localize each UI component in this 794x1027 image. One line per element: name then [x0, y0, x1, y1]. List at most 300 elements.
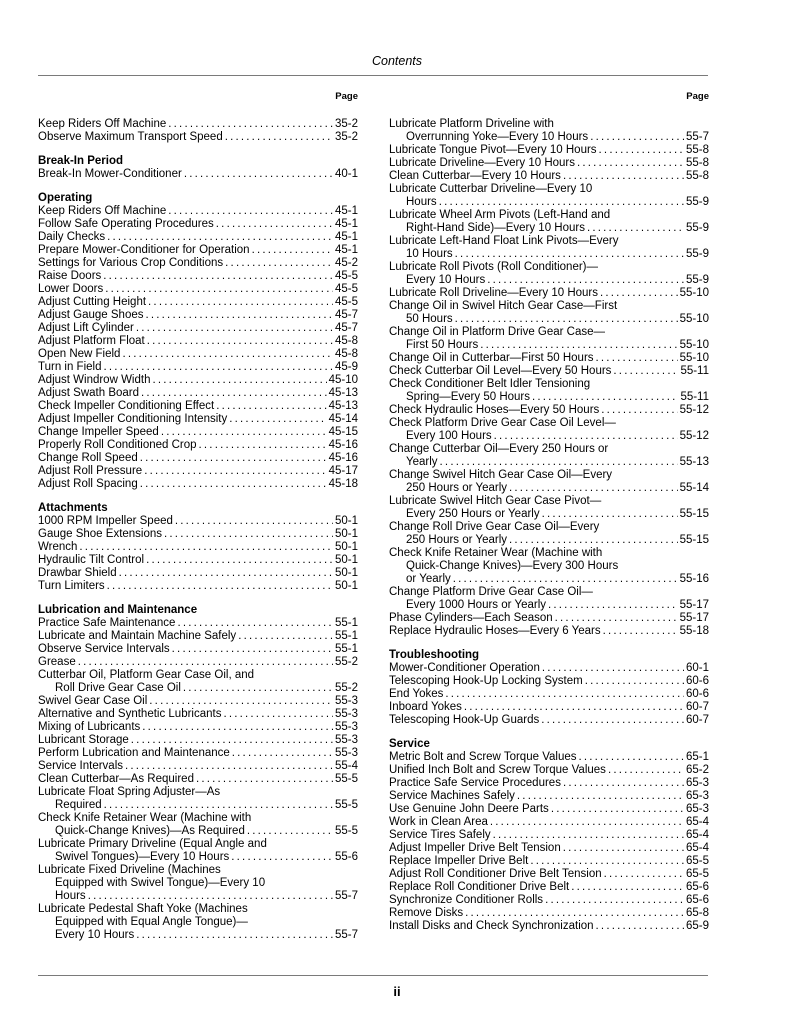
toc-entry[interactable]: [389, 586, 709, 612]
dot-leader: [464, 701, 684, 714]
dot-leader: [144, 465, 326, 478]
toc-entry[interactable]: [38, 387, 358, 400]
toc-entry[interactable]: [389, 352, 709, 365]
dot-leader: [131, 734, 333, 747]
dot-leader: [146, 309, 333, 322]
entry-page-number: 50-1: [334, 580, 358, 592]
toc-section: [38, 118, 358, 144]
entry-title: Spring—Every 50 Hours: [406, 391, 530, 403]
dot-leader: [107, 580, 333, 593]
toc-entry[interactable]: [38, 205, 358, 218]
entry-title: Practice Safe Maintenance: [38, 617, 176, 629]
toc-entry[interactable]: [389, 287, 709, 300]
toc-entry[interactable]: [389, 829, 709, 842]
entry-title: Grease: [38, 656, 76, 668]
entry-title: Alternative and Synthetic Lubricants: [38, 708, 222, 720]
dot-leader: [105, 283, 333, 296]
entry-page-number: 55-18: [679, 625, 709, 637]
entry-title: Change Oil in Cutterbar—First 50 Hours: [389, 352, 594, 364]
toc-entry[interactable]: [389, 417, 709, 443]
entry-page-number: 65-4: [685, 829, 709, 841]
entry-title: Lubricate Tongue Pivot—Every 10 Hours: [389, 144, 597, 156]
dot-leader: [480, 339, 677, 352]
entry-title: Lubricate Platform Driveline with: [389, 118, 554, 130]
entry-title: 250 Hours or Yearly: [406, 534, 508, 546]
dot-leader: [490, 816, 684, 829]
entry-title: Adjust Lift Cylinder: [38, 322, 134, 334]
entry-page-number: 60-6: [685, 688, 709, 700]
entry-page-number: 55-1: [334, 617, 358, 629]
entry-title: Check Knife Retainer Wear (Machine with: [38, 812, 252, 824]
entry-title: Cutterbar Oil, Platform Gear Case Oil, and: [38, 669, 255, 681]
footer-divider: [38, 975, 708, 976]
entry-title: Lubricate Driveline—Every 10 Hours: [389, 157, 575, 169]
dot-leader: [571, 881, 684, 894]
entry-page-number: 45-1: [334, 244, 358, 256]
toc-entry[interactable]: [389, 881, 709, 894]
toc-section: [389, 118, 709, 638]
entry-title: Metric Bolt and Screw Torque Values: [389, 751, 577, 763]
entry-page-number: 45-2: [334, 257, 358, 269]
toc-entry[interactable]: [38, 643, 358, 656]
entry-title: Change Impeller Speed: [38, 426, 159, 438]
dot-leader: [172, 643, 333, 656]
entry-title: Practice Safe Service Procedures: [389, 777, 561, 789]
entry-page-number: 55-9: [685, 274, 709, 286]
entry-page-number: 40-1: [334, 168, 358, 180]
toc-entry[interactable]: [38, 361, 358, 374]
dot-leader: [577, 157, 684, 170]
toc-section: [38, 502, 358, 593]
section-title: Lubrication and Maintenance: [38, 604, 198, 616]
toc-entry[interactable]: [389, 261, 709, 287]
entry-title: Mixing of Lubricants: [38, 721, 141, 733]
entry-page-number: 45-15: [328, 426, 358, 438]
entry-title: Prepare Mower-Conditioner for Operation: [38, 244, 250, 256]
toc-entry[interactable]: [38, 747, 358, 760]
entry-title: Adjust Roll Pressure: [38, 465, 143, 477]
dot-leader: [542, 662, 684, 675]
entry-title: Hours: [406, 196, 437, 208]
toc-entry[interactable]: [389, 209, 709, 235]
toc-entry[interactable]: [389, 688, 709, 701]
toc-entry[interactable]: [38, 541, 358, 554]
entry-page-number: 45-8: [334, 348, 358, 360]
dot-leader: [142, 721, 333, 734]
entry-page-number: 55-3: [334, 734, 358, 746]
entry-page-number: 45-18: [328, 478, 358, 490]
toc-right-column: [389, 91, 709, 944]
toc-entry[interactable]: [389, 157, 709, 170]
entry-title: Every 100 Hours: [406, 430, 492, 442]
entry-title: Lubricate Float Spring Adjuster—As: [38, 786, 221, 798]
page-column-label: Page: [686, 91, 709, 102]
entry-title: 10 Hours: [406, 248, 453, 260]
toc-section: [38, 155, 358, 181]
entry-title: Hydraulic Tilt Control: [38, 554, 145, 566]
dot-leader: [541, 714, 684, 727]
toc-entry[interactable]: [389, 777, 709, 790]
toc-entry[interactable]: [38, 218, 358, 231]
dot-leader: [223, 708, 333, 721]
entry-page-number: 60-7: [685, 714, 709, 726]
page-number: ii: [393, 984, 401, 999]
toc-entry[interactable]: [389, 790, 709, 803]
entry-title: Quick-Change Knives)—Every 300 Hours: [406, 560, 619, 572]
toc-entry[interactable]: [38, 439, 358, 452]
entry-page-number: 55-8: [685, 170, 709, 182]
dot-leader: [604, 868, 684, 881]
entry-page-number: 60-6: [685, 675, 709, 687]
dot-leader: [164, 528, 333, 541]
toc-entry[interactable]: [38, 400, 358, 413]
toc-entry[interactable]: [38, 244, 358, 257]
toc-entry[interactable]: [389, 404, 709, 417]
entry-title: Unified Inch Bolt and Screw Torque Values: [389, 764, 606, 776]
dot-leader: [509, 534, 678, 547]
dot-leader: [494, 430, 678, 443]
toc-entry[interactable]: [38, 478, 358, 491]
entry-page-number: 65-9: [685, 920, 709, 932]
entry-page-number: 65-1: [685, 751, 709, 763]
toc-entry[interactable]: [389, 701, 709, 714]
entry-title: Service Tires Safely: [389, 829, 491, 841]
toc-entry[interactable]: [38, 257, 358, 270]
toc-entry[interactable]: [389, 183, 709, 209]
dot-leader: [183, 682, 333, 695]
entry-title: Roll Drive Gear Case Oil: [55, 682, 181, 694]
entry-page-number: 55-1: [334, 630, 358, 642]
entry-title: Settings for Various Crop Conditions: [38, 257, 224, 269]
entry-page-number: 45-7: [334, 309, 358, 321]
toc-entry[interactable]: [38, 786, 358, 812]
entry-page-number: 65-4: [685, 816, 709, 828]
entry-title: Quick-Change Knives)—As Required: [55, 825, 245, 837]
entry-title: Change Oil in Platform Drive Gear Case—: [389, 326, 606, 338]
dot-leader: [542, 508, 678, 521]
dot-leader: [161, 426, 327, 439]
toc-entry[interactable]: [38, 270, 358, 283]
entry-title: Lower Doors: [38, 283, 104, 295]
toc-entry[interactable]: [38, 296, 358, 309]
entry-title: Install Disks and Check Synchronization: [389, 920, 594, 932]
entry-title: Telescoping Hook-Up Locking System: [389, 675, 583, 687]
entry-page-number: 55-3: [334, 695, 358, 707]
toc-entry[interactable]: [38, 374, 358, 387]
entry-title: Lubricate Pedestal Shaft Yoke (Machines: [38, 903, 248, 915]
entry-page-number: 45-1: [334, 205, 358, 217]
toc-entry[interactable]: [38, 131, 358, 144]
toc-entry[interactable]: [38, 452, 358, 465]
entry-page-number: 55-9: [685, 222, 709, 234]
entry-title: Keep Riders Off Machine: [38, 118, 167, 130]
dot-leader: [177, 617, 333, 630]
entry-title: Adjust Platform Float: [38, 335, 145, 347]
toc-entry[interactable]: [389, 764, 709, 777]
entry-title: Required: [55, 799, 102, 811]
dot-leader: [232, 747, 333, 760]
dot-leader: [104, 361, 333, 374]
dot-leader: [493, 829, 684, 842]
entry-page-number: 55-12: [679, 430, 709, 442]
toc-entry[interactable]: [38, 168, 358, 181]
entry-title: Replace Hydraulic Hoses—Every 6 Years: [389, 625, 601, 637]
toc-entry[interactable]: [38, 348, 358, 361]
dot-leader: [563, 777, 684, 790]
entry-title: Properly Roll Conditioned Crop: [38, 439, 197, 451]
entry-page-number: 55-17: [679, 599, 709, 611]
toc-entry[interactable]: [389, 714, 709, 727]
toc-entry[interactable]: [38, 567, 358, 580]
entry-title: Yearly: [406, 456, 438, 468]
dot-leader: [455, 248, 684, 261]
entry-title: Equipped with Swivel Tongue)—Every 10: [55, 877, 266, 889]
dot-leader: [225, 257, 333, 270]
entry-title: Change Platform Drive Gear Case Oil—: [389, 586, 593, 598]
toc-entry[interactable]: [389, 365, 709, 378]
section-title: Operating: [38, 192, 93, 204]
entry-page-number: 50-1: [334, 541, 358, 553]
entry-title: Lubricate Wheel Arm Pivots (Left-Hand and: [389, 209, 611, 221]
dot-leader: [184, 168, 333, 181]
dot-leader: [168, 205, 333, 218]
entry-title: Change Swivel Hitch Gear Case Oil—Every: [389, 469, 613, 481]
toc-entry[interactable]: [389, 326, 709, 352]
toc-entry[interactable]: [389, 868, 709, 881]
toc-entry[interactable]: [38, 426, 358, 439]
entry-title: Service Intervals: [38, 760, 124, 772]
entry-title: Check Conditioner Belt Idler Tensioning: [389, 378, 591, 390]
dot-leader: [590, 131, 684, 144]
dot-leader: [548, 599, 678, 612]
entry-page-number: 55-6: [334, 851, 358, 863]
entry-page-number: 55-3: [334, 708, 358, 720]
toc-entry[interactable]: [389, 842, 709, 855]
entry-page-number: 65-2: [685, 764, 709, 776]
toc-entry[interactable]: [389, 907, 709, 920]
entry-page-number: 55-8: [685, 144, 709, 156]
entry-title: Adjust Cutting Height: [38, 296, 147, 308]
entry-page-number: 55-7: [334, 929, 358, 941]
toc-entry[interactable]: [38, 864, 358, 903]
toc-entry[interactable]: [389, 521, 709, 547]
entry-page-number: 50-1: [334, 528, 358, 540]
toc-entry[interactable]: [389, 443, 709, 469]
entry-title: Wrench: [38, 541, 78, 553]
entry-page-number: 55-9: [685, 196, 709, 208]
toc-entry[interactable]: [389, 469, 709, 495]
entry-page-number: 55-3: [334, 721, 358, 733]
toc-entry[interactable]: [38, 838, 358, 864]
entry-page-number: 65-5: [685, 855, 709, 867]
entry-page-number: 60-1: [685, 662, 709, 674]
toc-entry[interactable]: [38, 465, 358, 478]
entry-page-number: 65-4: [685, 842, 709, 854]
dot-leader: [122, 348, 333, 361]
entry-page-number: 50-1: [334, 567, 358, 579]
dot-leader: [78, 656, 333, 669]
toc-entry[interactable]: [38, 580, 358, 593]
dot-leader: [465, 907, 684, 920]
dot-leader: [601, 404, 677, 417]
entry-title: Every 10 Hours: [55, 929, 135, 941]
toc-entry[interactable]: [389, 235, 709, 261]
toc-entry[interactable]: [38, 721, 358, 734]
entry-title: Turn Limiters: [38, 580, 105, 592]
dot-leader: [147, 335, 333, 348]
toc-entry[interactable]: [38, 283, 358, 296]
dot-leader: [587, 222, 684, 235]
dot-leader: [252, 244, 333, 257]
toc-entry[interactable]: [389, 625, 709, 638]
entry-title: Clean Cutterbar—Every 10 Hours: [389, 170, 561, 182]
toc-entry[interactable]: [38, 656, 358, 669]
entry-page-number: 60-7: [685, 701, 709, 713]
entry-title: Hours: [55, 890, 86, 902]
section-title: Troubleshooting: [389, 649, 480, 661]
toc-section: [38, 192, 358, 491]
toc-entry[interactable]: [389, 894, 709, 907]
entry-title: Turn in Field: [38, 361, 102, 373]
toc-entry[interactable]: [38, 413, 358, 426]
toc-entry[interactable]: [389, 118, 709, 144]
entry-title: Adjust Impeller Conditioning Intensity: [38, 413, 228, 425]
entry-page-number: 45-17: [328, 465, 358, 477]
entry-title: Every 10 Hours: [406, 274, 486, 286]
toc-entry[interactable]: [389, 816, 709, 829]
entry-title: Lubricate Primary Driveline (Equal Angle and: [38, 838, 267, 850]
toc-entry[interactable]: [38, 734, 358, 747]
toc-entry[interactable]: [389, 855, 709, 868]
toc-entry[interactable]: [38, 515, 358, 528]
dot-leader: [517, 790, 684, 803]
toc-entry[interactable]: [38, 812, 358, 838]
dot-leader: [445, 688, 684, 701]
dot-leader: [196, 773, 333, 786]
entry-title: Break-In Mower-Conditioner: [38, 168, 182, 180]
toc-entry[interactable]: [38, 309, 358, 322]
entry-page-number: 55-7: [334, 890, 358, 902]
entry-title: Change Roll Drive Gear Case Oil—Every: [389, 521, 600, 533]
toc-entry[interactable]: [38, 760, 358, 773]
entry-page-number: 55-10: [679, 339, 709, 351]
toc-entry[interactable]: [389, 675, 709, 688]
entry-title: Check Hydraulic Hoses—Every 50 Hours: [389, 404, 600, 416]
entry-page-number: 55-11: [680, 365, 709, 377]
entry-page-number: 65-5: [685, 868, 709, 880]
entry-title: Every 1000 Hours or Yearly: [406, 599, 546, 611]
entry-title: Drawbar Shield: [38, 567, 117, 579]
entry-title: Work in Clean Area: [389, 816, 488, 828]
entry-page-number: 45-5: [334, 270, 358, 282]
toc-left-column: [38, 91, 358, 953]
entry-page-number: 45-13: [328, 387, 358, 399]
dot-leader: [455, 313, 678, 326]
toc-entry[interactable]: [38, 903, 358, 942]
entry-page-number: 55-8: [685, 157, 709, 169]
toc-entry[interactable]: [38, 335, 358, 348]
entry-title: Adjust Roll Conditioner Drive Belt Tension: [389, 868, 602, 880]
entry-title: Adjust Swath Board: [38, 387, 140, 399]
dot-leader: [509, 482, 678, 495]
entry-page-number: 55-10: [679, 313, 709, 325]
entry-page-number: 55-13: [679, 456, 709, 468]
entry-title: or Yearly: [406, 573, 451, 585]
toc-entry[interactable]: [389, 495, 709, 521]
toc-entry[interactable]: [389, 547, 709, 586]
dot-leader: [439, 196, 684, 209]
entry-title: Check Impeller Conditioning Effect: [38, 400, 215, 412]
dot-leader: [125, 760, 333, 773]
dot-leader: [168, 118, 333, 131]
toc-entry[interactable]: [389, 170, 709, 183]
entry-title: Lubricate Swivel Hitch Gear Case Pivot—: [389, 495, 602, 507]
entry-page-number: 45-1: [334, 231, 358, 243]
entry-page-number: 55-5: [334, 773, 358, 785]
entry-page-number: 55-10: [679, 287, 709, 299]
toc-entry[interactable]: [389, 378, 709, 404]
toc-section: [38, 604, 358, 942]
entry-title: Lubricate Roll Driveline—Every 10 Hours: [389, 287, 598, 299]
entry-title: 50 Hours: [406, 313, 453, 325]
toc-entry[interactable]: [389, 612, 709, 625]
entry-title: Adjust Impeller Drive Belt Tension: [389, 842, 561, 854]
toc-entry[interactable]: [38, 231, 358, 244]
entry-page-number: 45-16: [328, 439, 358, 451]
entry-page-number: 55-4: [334, 760, 358, 772]
dot-leader: [141, 387, 327, 400]
toc-entry[interactable]: [38, 554, 358, 567]
toc-entry[interactable]: [38, 669, 358, 695]
entry-title: Daily Checks: [38, 231, 106, 243]
page-column-label: Page: [335, 91, 358, 102]
entry-page-number: 50-1: [334, 515, 358, 527]
toc-entry[interactable]: [38, 617, 358, 630]
toc-entry[interactable]: [389, 803, 709, 816]
toc-entry[interactable]: [389, 662, 709, 675]
section-title: Service: [389, 738, 430, 750]
entry-title: Check Cutterbar Oil Level—Every 50 Hours: [389, 365, 612, 377]
dot-leader: [148, 296, 333, 309]
entry-title: Lubricate Roll Pivots (Roll Conditioner)—: [389, 261, 598, 273]
entry-title: Lubricant Storage: [38, 734, 129, 746]
toc-entry[interactable]: [38, 773, 358, 786]
toc-entry[interactable]: [38, 118, 358, 131]
dot-leader: [530, 855, 684, 868]
dot-leader: [79, 541, 333, 554]
toc-entry[interactable]: [38, 322, 358, 335]
dot-leader: [88, 890, 333, 903]
entry-page-number: 50-1: [334, 554, 358, 566]
dot-leader: [579, 751, 684, 764]
toc-entry[interactable]: [389, 751, 709, 764]
toc-entry[interactable]: [38, 630, 358, 643]
entry-title: Change Cutterbar Oil—Every 250 Hours or: [389, 443, 609, 455]
toc-entry[interactable]: [38, 528, 358, 541]
entry-page-number: 55-1: [334, 643, 358, 655]
entry-page-number: 45-1: [334, 218, 358, 230]
toc-entry[interactable]: [38, 695, 358, 708]
dot-leader: [453, 573, 678, 586]
dot-leader: [104, 799, 333, 812]
toc-entry[interactable]: [389, 300, 709, 326]
dot-leader: [487, 274, 684, 287]
entry-page-number: 45-16: [328, 452, 358, 464]
toc-entry[interactable]: [389, 920, 709, 933]
toc-entry[interactable]: [38, 708, 358, 721]
entry-page-number: 65-3: [685, 803, 709, 815]
toc-entry[interactable]: [389, 144, 709, 157]
